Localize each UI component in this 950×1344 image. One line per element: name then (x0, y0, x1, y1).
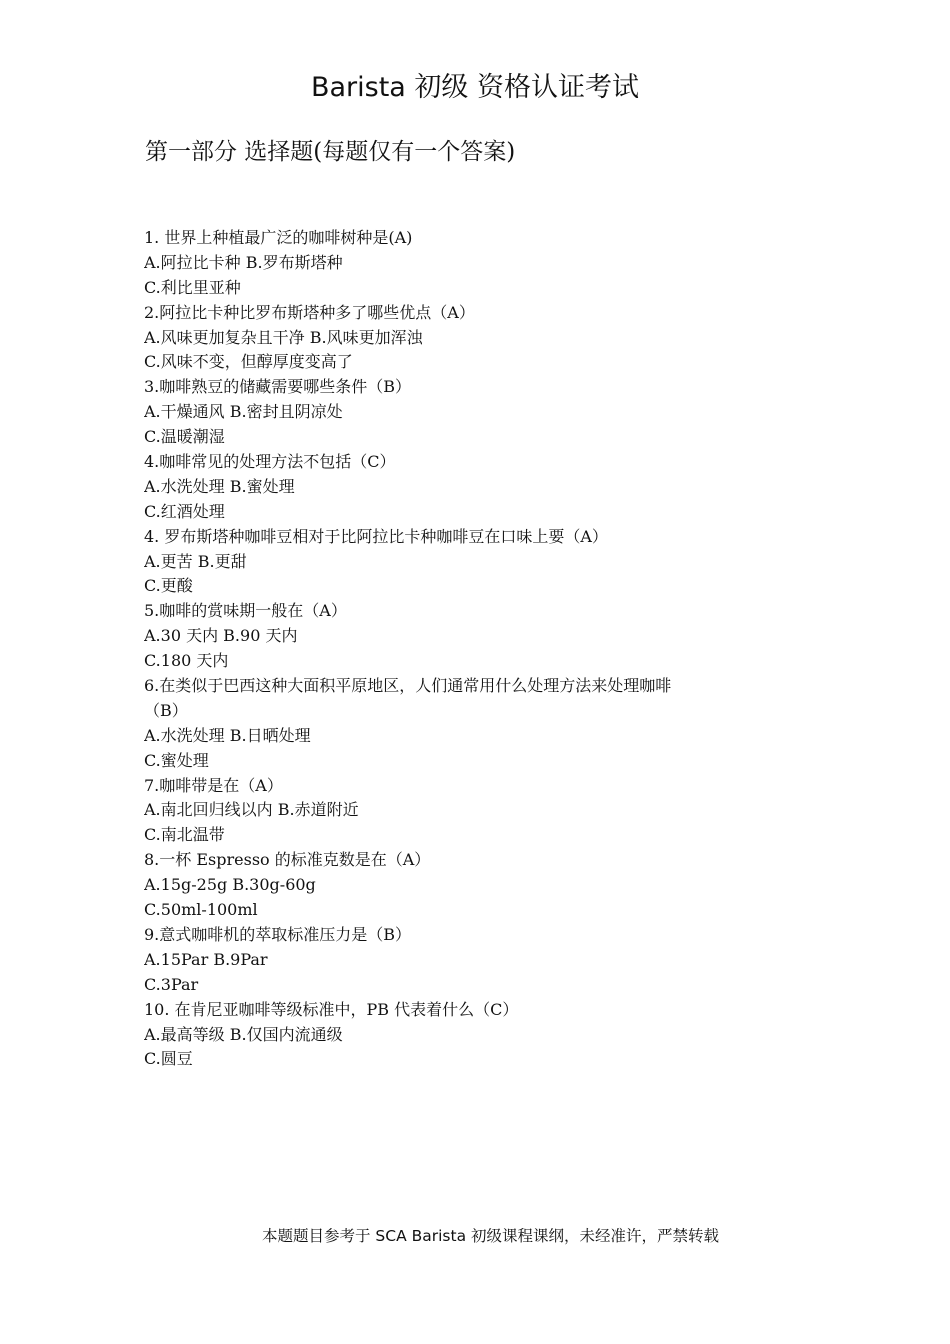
question-list (144, 226, 824, 1072)
answer-line: C.50ml-100ml (144, 900, 258, 920)
document-title: Barista 初级 资格认证考试 (310, 72, 640, 103)
answer-line: C.蜜处理 (144, 750, 209, 770)
section-heading: 第一部分 选择题(每题仅有一个答案) (145, 139, 516, 165)
question-line: 2.阿拉比卡种比罗布斯塔种多了哪些优点（A） (144, 302, 475, 322)
question-line: 4. 罗布斯塔种咖啡豆相对于比阿拉比卡种咖啡豆在口味上要（A） (144, 526, 608, 546)
question-line: 8.一杯 Espresso 的标准克数是在（A） (144, 850, 431, 870)
answer-line: C.更酸 (144, 576, 193, 596)
question-line: 9.意式咖啡机的萃取标准压力是（B） (144, 924, 412, 944)
question-line: 3.咖啡熟豆的储藏需要哪些条件（B） (144, 377, 412, 397)
answer-line: A.30 天内 B.90 天内 (144, 626, 298, 646)
answer-line: C.圆豆 (144, 1049, 193, 1069)
question-line: 6.在类似于巴西这种大面积平原地区，人们通常用什么处理方法来处理咖啡 (144, 676, 672, 696)
answer-line: A.15g-25g B.30g-60g (144, 875, 316, 895)
answer-line: C.温暖潮湿 (144, 427, 225, 447)
answer-line: A.风味更加复杂且干净 B.风味更加浑浊 (144, 327, 423, 347)
copyright-footer: 本题题目参考于 SCA Barista 初级课程课纲，未经准许，严禁转载 (262, 1227, 720, 1245)
answer-line: C.利比里亚种 (144, 277, 241, 297)
question-line: 7.咖啡带是在（A） (144, 775, 283, 795)
answer-line: A.阿拉比卡种 B.罗布斯塔种 (144, 252, 343, 272)
answer-line: C.180 天内 (144, 651, 229, 671)
answer-line: A.最高等级 B.仅国内流通级 (144, 1024, 343, 1044)
answer-line: A.南北回归线以内 B.赤道附近 (144, 800, 359, 820)
answer-line: A.水洗处理 B.蜜处理 (144, 476, 295, 496)
answer-line: A.干燥通风 B.密封且阴凉处 (144, 402, 343, 422)
answer-line: A.更苦 B.更甜 (144, 551, 247, 571)
question-line: 10. 在肯尼亚咖啡等级标准中，PB 代表着什么（C） (144, 999, 519, 1019)
answer-line: A.15Par B.9Par (144, 949, 268, 969)
question-line: 4.咖啡常见的处理方法不包括（C） (144, 452, 396, 472)
answer-line: C.南北温带 (144, 825, 225, 845)
answer-line: A.水洗处理 B.日晒处理 (144, 725, 311, 745)
answer-line: C.3Par (144, 974, 199, 994)
answer-line: C.风味不变，但醇厚度变高了 (144, 352, 353, 372)
answer-line: C.红酒处理 (144, 501, 225, 521)
question-line: 1. 世界上种植最广泛的咖啡树种是(A) (144, 228, 413, 247)
question-line-continuation: （B） (144, 700, 188, 720)
question-line: 5.咖啡的赏味期一般在（A） (144, 601, 347, 621)
